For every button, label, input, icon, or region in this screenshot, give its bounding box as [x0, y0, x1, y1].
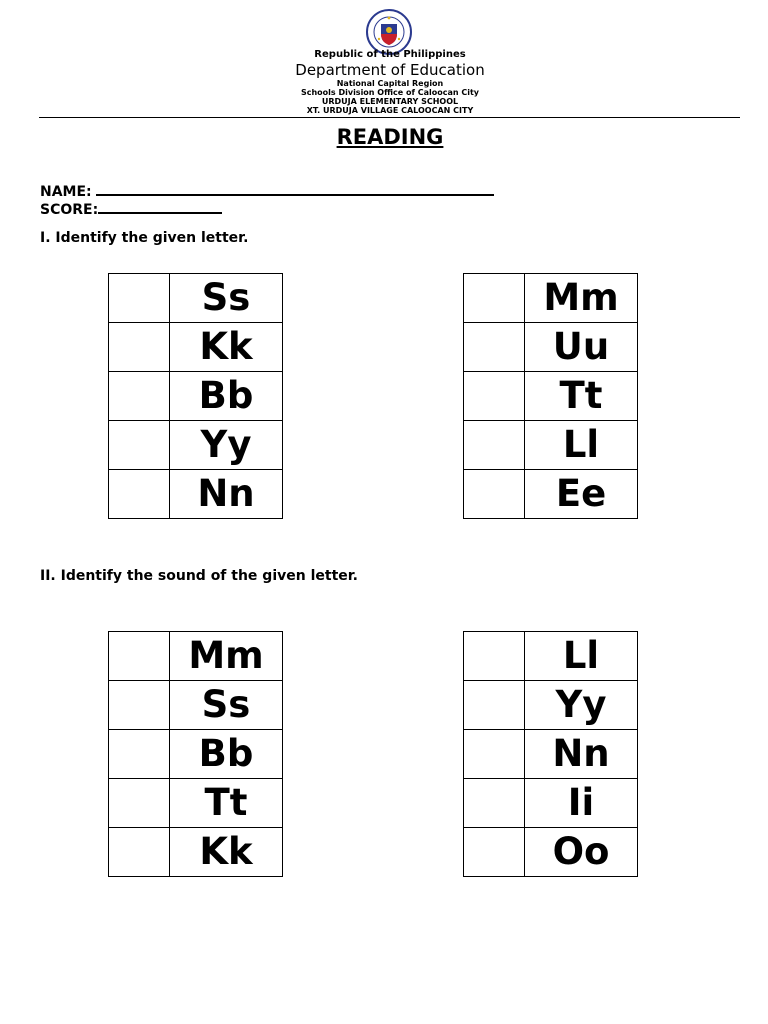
letter-cell: Ii [525, 779, 638, 828]
answer-box [109, 470, 170, 519]
header-divider [39, 117, 740, 118]
answer-box [109, 730, 170, 779]
answer-box [109, 372, 170, 421]
letter-cell: Tt [170, 779, 283, 828]
letter-cell: Tt [525, 372, 638, 421]
school-line: URDUJA ELEMENTARY SCHOOL [321, 97, 459, 106]
table-row [464, 828, 638, 877]
section-1-heading: I. Identify the given letter. [40, 230, 249, 246]
section-2-left-table [108, 631, 283, 877]
letter-cell: Ss [170, 274, 283, 323]
letter-cell: Yy [170, 421, 283, 470]
name-label: NAME: [40, 184, 92, 200]
answer-box [464, 372, 525, 421]
letter-cell: Nn [525, 730, 638, 779]
answer-box [464, 632, 525, 681]
table-row [109, 730, 283, 779]
letter-cell: Bb [170, 372, 283, 421]
answer-box [464, 828, 525, 877]
address-line: XT. URDUJA VILLAGE CALOOCAN CITY [306, 106, 474, 115]
score-field [40, 200, 222, 218]
table-row [109, 470, 283, 519]
letter-cell: Ll [525, 421, 638, 470]
answer-box [109, 274, 170, 323]
table-row [464, 372, 638, 421]
region-line: National Capital Region [336, 79, 444, 88]
score-label: SCORE: [40, 202, 99, 218]
answer-box [109, 323, 170, 372]
letter-cell: Bb [170, 730, 283, 779]
answer-box [464, 274, 525, 323]
answer-box [109, 828, 170, 877]
section-1-left-table [108, 273, 283, 519]
name-blank-line [96, 182, 494, 196]
letter-cell: Nn [170, 470, 283, 519]
table-row [464, 681, 638, 730]
section-2-heading: II. Identify the sound of the given letter. [40, 568, 358, 584]
letter-cell: Kk [170, 828, 283, 877]
table-row [464, 323, 638, 372]
table-row [464, 730, 638, 779]
letter-cell: Kk [170, 323, 283, 372]
answer-box [109, 681, 170, 730]
table-row [109, 274, 283, 323]
letter-cell: Oo [525, 828, 638, 877]
table-row [464, 274, 638, 323]
table-row [109, 372, 283, 421]
letter-cell: Ll [525, 632, 638, 681]
name-field [40, 182, 494, 200]
section-2-right-table [463, 631, 638, 877]
answer-box [109, 632, 170, 681]
letter-cell: Uu [525, 323, 638, 372]
letter-cell: Mm [170, 632, 283, 681]
answer-box [464, 421, 525, 470]
table-row [109, 421, 283, 470]
department-line: Department of Education [295, 61, 485, 79]
answer-box [464, 323, 525, 372]
table-row [109, 681, 283, 730]
answer-box [464, 681, 525, 730]
letter-cell: Ee [525, 470, 638, 519]
score-blank-line [98, 200, 222, 214]
answer-box [464, 470, 525, 519]
table-row [464, 632, 638, 681]
letter-cell: Yy [525, 681, 638, 730]
answer-box [109, 421, 170, 470]
letter-cell: Ss [170, 681, 283, 730]
page-title: READING [336, 125, 444, 149]
division-line: Schools Division Office of Caloocan City [300, 88, 479, 97]
answer-box [109, 779, 170, 828]
answer-box [464, 730, 525, 779]
table-row [109, 779, 283, 828]
table-row [109, 632, 283, 681]
table-row [109, 828, 283, 877]
table-row [464, 779, 638, 828]
letter-cell: Mm [525, 274, 638, 323]
section-1-right-table [463, 273, 638, 519]
republic-line: Republic of the Philippines [314, 49, 466, 60]
table-row [464, 421, 638, 470]
table-row [109, 323, 283, 372]
table-row [464, 470, 638, 519]
answer-box [464, 779, 525, 828]
